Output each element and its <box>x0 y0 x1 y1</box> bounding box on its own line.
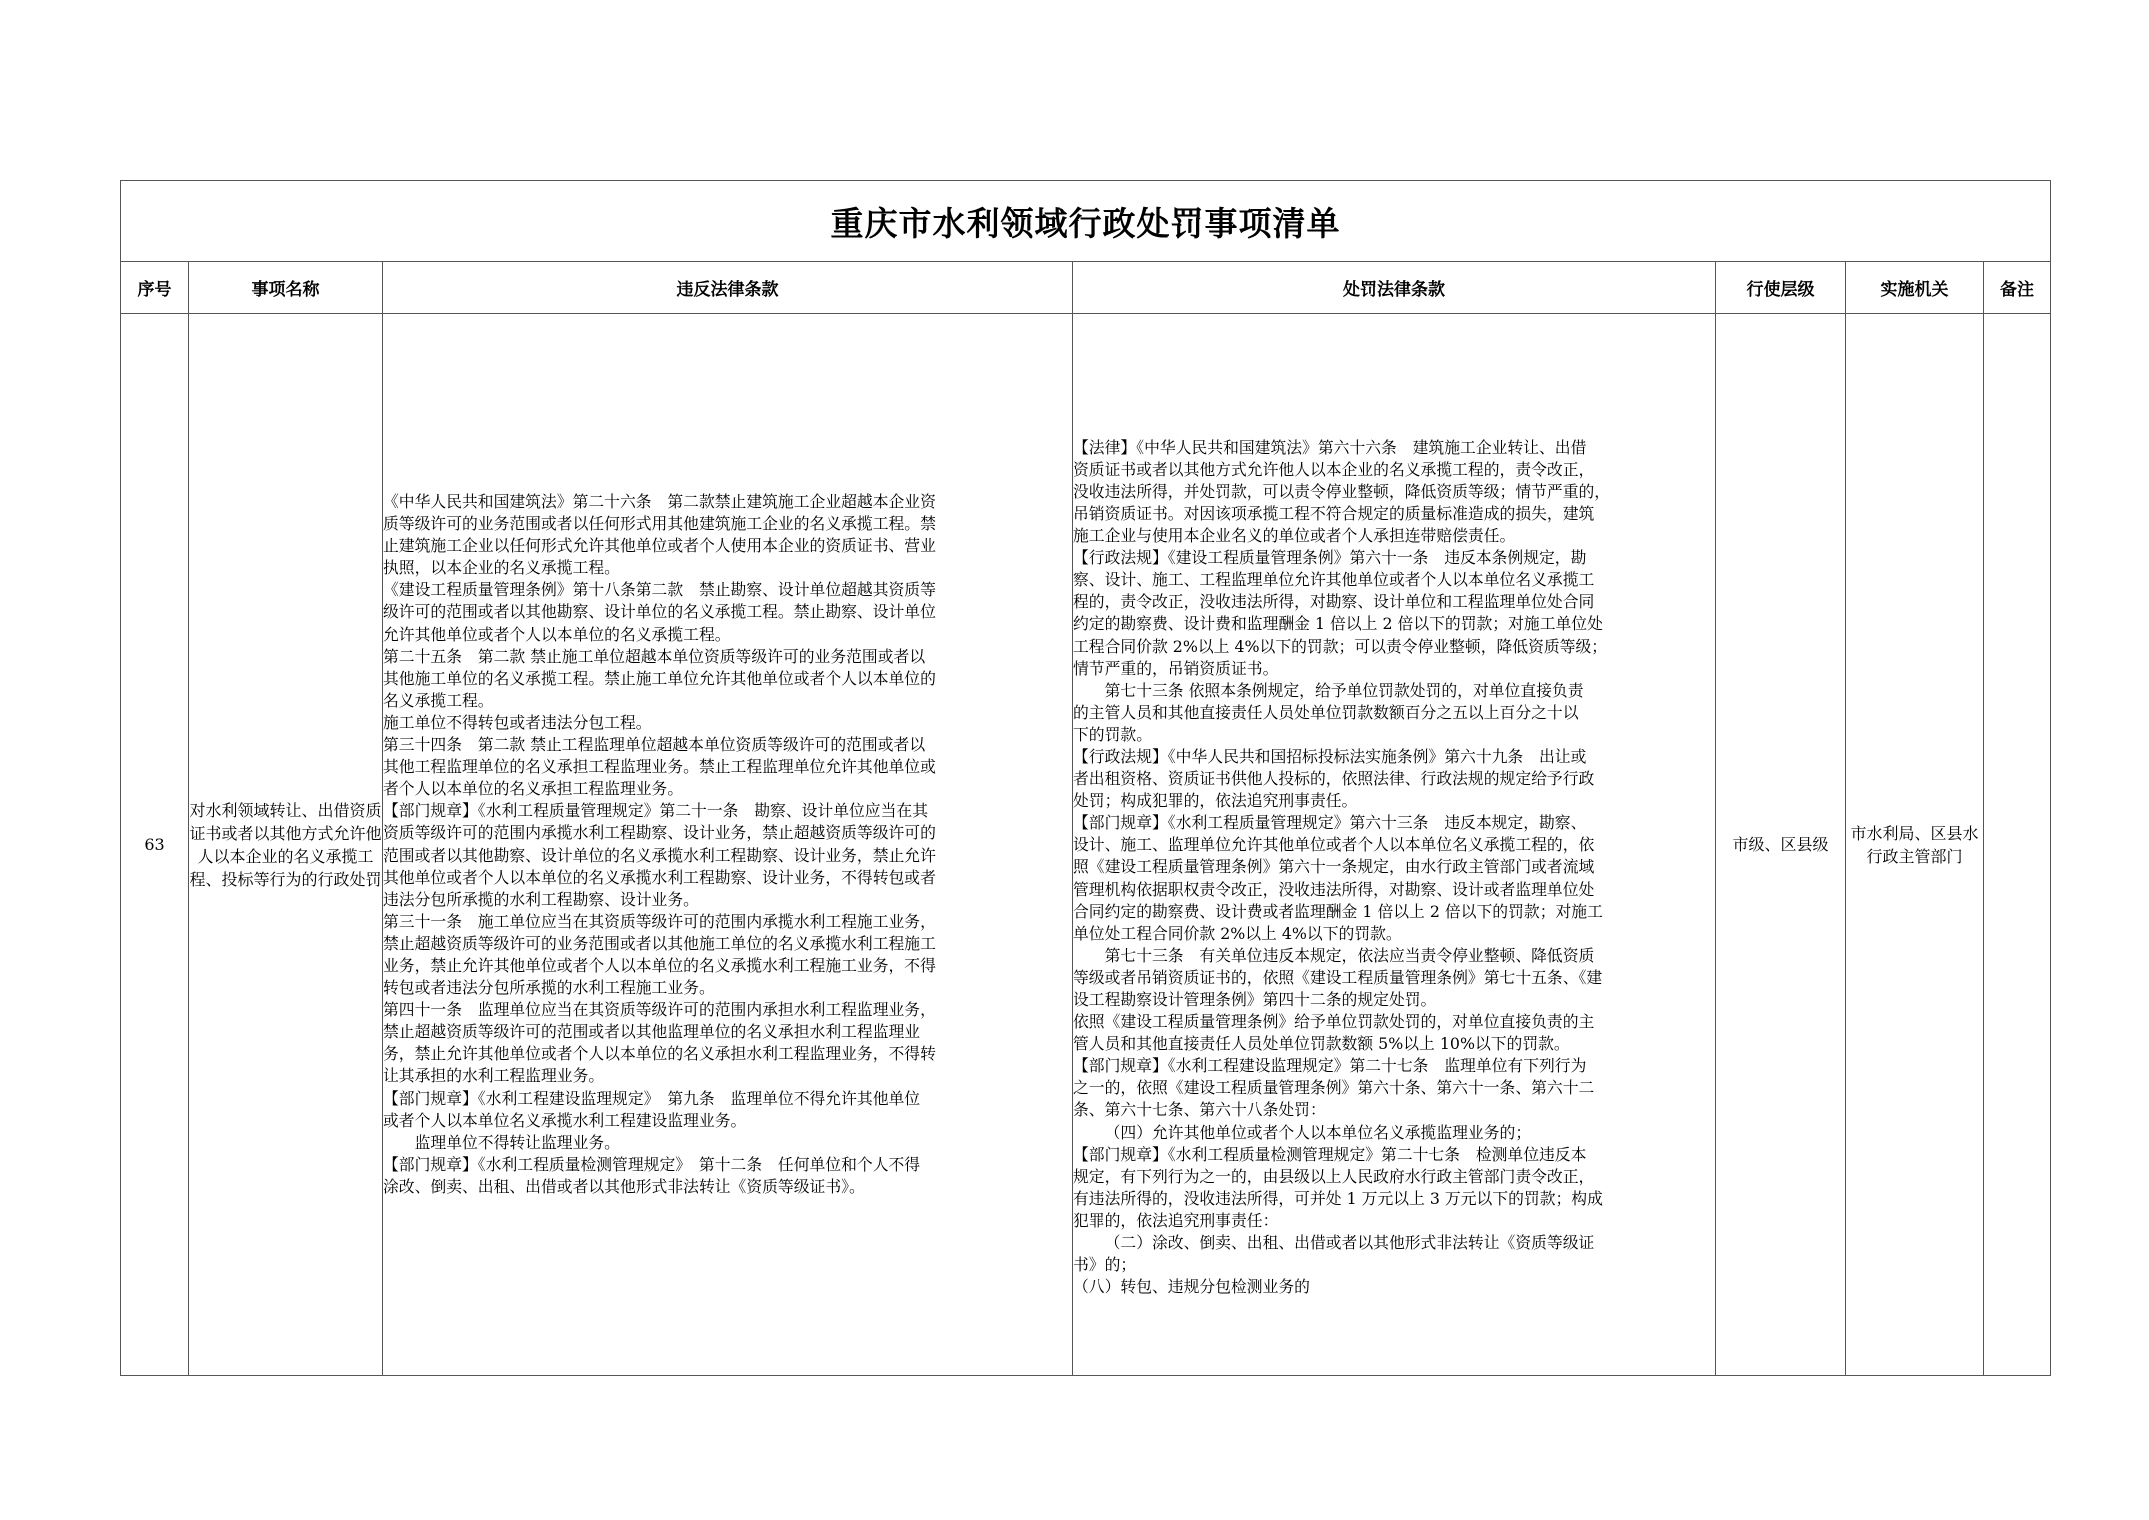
violation-line: 质等级许可的业务范围或者以任何形式用其他建筑施工企业的名义承揽工程。禁 <box>383 514 936 534</box>
penalty-line: 管理机构依据职权责令改正，没收违法所得，对勘察、设计或者监理单位处 <box>1073 879 1595 899</box>
penalty-line: 合同约定的勘察费、设计费或者监理酬金 1 倍以上 2 倍以下的罚款；对施工 <box>1073 901 1603 921</box>
violation-line: 【部门规章】《水利工程质量检测管理规定》 第十二条 任何单位和个人不得 <box>383 1154 921 1174</box>
penalty-line: 依照《建设工程质量管理条例》给予单位罚款处罚的，对单位直接负责的主 <box>1073 1012 1595 1032</box>
violation-line: 违法分包所承揽的水利工程勘察、设计业务。 <box>383 889 699 909</box>
header-remark: 备注 <box>1984 262 2051 314</box>
violation-line: 【部门规章】《水利工程建设监理规定》 第九条 监理单位不得允许其他单位 <box>383 1088 921 1108</box>
item-number: 63 <box>121 314 189 1376</box>
violation-line: 其他单位或者个人以本单位的名义承揽水利工程勘察、设计业务，不得转包或者 <box>383 867 936 887</box>
violation-line: 禁止超越资质等级许可的范围或者以其他监理单位的名义承担水利工程监理业 <box>383 1022 921 1042</box>
penalty-clauses <box>1073 314 1716 1376</box>
penalty-line: 犯罪的，依法追究刑事责任： <box>1073 1210 1279 1230</box>
penalty-line: 第七十三条 有关单位违反本规定，依法应当责令停业整顿、降低资质 <box>1104 945 1595 965</box>
violation-line: 名义承揽工程。 <box>383 690 494 710</box>
penalty-line: 规定，有下列行为之一的，由县级以上人民政府水行政主管部门责令改正， <box>1073 1166 1595 1186</box>
penalty-text-block <box>1073 391 1715 1299</box>
violation-line: 止建筑施工企业以任何形式允许其他单位或者个人使用本企业的资质证书、营业 <box>383 536 936 556</box>
penalty-line: 等级或者吊销资质证书的，依照《建设工程质量管理条例》第七十五条、《建 <box>1073 967 1603 987</box>
header-org: 实施机关 <box>1846 262 1984 314</box>
penalty-line: 情节严重的，吊销资质证书。 <box>1073 658 1279 678</box>
remark <box>1984 314 2051 1376</box>
penalty-line: 条、第六十七条、第六十八条处罚： <box>1073 1100 1326 1120</box>
header-penalty: 处罚法律条款 <box>1073 262 1716 314</box>
violation-line: 业务，禁止允许其他单位或者个人以本单位的名义承揽水利工程施工业务，不得 <box>383 955 936 975</box>
penalty-line: （四）允许其他单位或者个人以本单位名义承揽监理业务的； <box>1104 1122 1532 1142</box>
penalty-line: 吊销资质证书。对因该项承揽工程不符合规定的质量标准造成的损失，建筑 <box>1073 503 1595 523</box>
penalty-line: 处罚；构成犯罪的，依法追究刑事责任。 <box>1073 791 1358 811</box>
penalty-line: 约定的勘察费、设计费和监理酬金 1 倍以上 2 倍以下的罚款；对施工单位处 <box>1073 614 1603 634</box>
penalty-list-table <box>120 180 2051 1376</box>
penalty-line: 【部门规章】《水利工程建设监理规定》第二十七条 监理单位有下列行为 <box>1073 1056 1587 1076</box>
penalty-line: 单位处工程合同价款 2%以上 4%以下的罚款。 <box>1073 923 1402 943</box>
penalty-line: 【法律】《中华人民共和国建筑法》第六十六条 建筑施工企业转让、出借 <box>1073 437 1587 457</box>
violation-line: 【部门规章】《水利工程质量管理规定》第二十一条 勘察、设计单位应当在其 <box>383 801 928 821</box>
violation-line: 务，禁止允许其他单位或者个人以本单位的名义承担水利工程监理业务，不得转 <box>383 1044 936 1064</box>
violation-line: 允许其他单位或者个人以本单位的名义承揽工程。 <box>383 624 731 644</box>
violation-line: 第三十一条 施工单位应当在其资质等级许可的范围内承揽水利工程施工业务， <box>383 911 936 931</box>
penalty-line: 【行政法规】《建设工程质量管理条例》第六十一条 违反本条例规定，勘 <box>1073 548 1587 568</box>
violation-line: 第三十四条 第二款 禁止工程监理单位超越本单位资质等级许可的范围或者以 <box>383 735 926 755</box>
penalty-line: （八）转包、违规分包检测业务的 <box>1073 1277 1310 1297</box>
penalty-line: 之一的，依照《建设工程质量管理条例》第六十条、第六十一条、第六十二 <box>1073 1078 1595 1098</box>
violation-line: 涂改、倒卖、出租、出借或者以其他形式非法转让《资质等级证书》。 <box>383 1176 865 1196</box>
penalty-line: 【部门规章】《水利工程质量检测管理规定》第二十七条 检测单位违反本 <box>1073 1144 1587 1164</box>
penalty-line: 管人员和其他直接责任人员处单位罚款数额 5%以上 10%以下的罚款。 <box>1073 1034 1570 1054</box>
violation-line: 让其承担的水利工程监理业务。 <box>383 1066 605 1086</box>
penalty-line: 设计、施工、监理单位允许其他单位或者个人以本单位名义承揽工程的，依 <box>1073 835 1595 855</box>
exercise-level: 市级、区县级 <box>1716 314 1846 1376</box>
header-name: 事项名称 <box>189 262 383 314</box>
violation-line: 其他工程监理单位的名义承担工程监理业务。禁止工程监理单位允许其他单位或 <box>383 757 936 777</box>
violation-line: 或者个人以本单位名义承揽水利工程建设监理业务。 <box>383 1110 747 1130</box>
penalty-line: 工程合同价款 2%以上 4%以下的罚款；可以责令停业整顿，降低资质等级； <box>1073 636 1608 656</box>
violation-line: 转包或者违法分包所承揽的水利工程施工业务。 <box>383 978 715 998</box>
table-header-row <box>121 262 2051 314</box>
violation-line: 第二十五条 第二款 禁止施工单位超越本单位资质等级许可的业务范围或者以 <box>383 646 926 666</box>
document-title: 重庆市水利领域行政处罚事项清单 <box>121 181 2051 262</box>
violation-line: 《建设工程质量管理条例》第十八条第二款 禁止勘察、设计单位超越其资质等 <box>383 580 936 600</box>
header-violation: 违反法律条款 <box>383 262 1073 314</box>
violation-line: 级许可的范围或者以其他勘察、设计单位的名义承揽工程。禁止勘察、设计单位 <box>383 602 936 622</box>
penalty-line: 者出租资格、资质证书供他人投标的，依照法律、行政法规的规定给予行政 <box>1073 769 1595 789</box>
penalty-line: （二）涂改、倒卖、出租、出借或者以其他形式非法转让《资质等级证 <box>1104 1233 1595 1253</box>
violation-line: 监理单位不得转让监理业务。 <box>414 1132 620 1152</box>
penalty-line: 【行政法规】《中华人民共和国招标投标法实施条例》第六十九条 出让或 <box>1073 746 1587 766</box>
violation-line: 者个人以本单位的名义承担工程监理业务。 <box>383 779 684 799</box>
penalty-line: 施工企业与使用本企业名义的单位或者个人承担连带赔偿责任。 <box>1073 526 1516 546</box>
penalty-line: 下的罚款。 <box>1073 724 1152 744</box>
violation-clauses <box>383 314 1073 1376</box>
penalty-line: 有违法所得的，没收违法所得，可并处 1 万元以上 3 万元以下的罚款；构成 <box>1073 1188 1603 1208</box>
penalty-line: 设工程勘察设计管理条例》第四十二条的规定处罚。 <box>1073 990 1437 1010</box>
penalty-line: 书》的； <box>1073 1255 1137 1275</box>
violation-line: 第四十一条 监理单位应当在其资质等级许可的范围内承担水利工程监理业务， <box>383 1000 936 1020</box>
violation-line: 其他施工单位的名义承揽工程。禁止施工单位允许其他单位或者个人以本单位的 <box>383 668 936 688</box>
penalty-line: 察、设计、施工、工程监理单位允许其他单位或者个人以本单位名义承揽工 <box>1073 570 1595 590</box>
violation-text-block <box>383 491 1072 1198</box>
penalty-line: 资质证书或者以其他方式允许他人以本企业的名义承揽工程的，责令改正， <box>1073 459 1595 479</box>
violation-line: 执照，以本企业的名义承揽工程。 <box>383 558 620 578</box>
violation-line: 施工单位不得转包或者违法分包工程。 <box>383 712 652 732</box>
penalty-line: 的主管人员和其他直接责任人员处单位罚款数额百分之五以上百分之十以 <box>1073 702 1579 722</box>
penalty-line: 第七十三条 依照本条例规定，给予单位罚款处罚的，对单位直接负责 <box>1104 680 1584 700</box>
item-name: 对水利领域转让、出借资质证书或者以其他方式允许他人以本企业的名义承揽工程、投标等行为的行政处罚 <box>189 314 383 1376</box>
violation-line: 范围或者以其他勘察、设计单位的名义承揽水利工程勘察、设计业务，禁止允许 <box>383 845 936 865</box>
header-level: 行使层级 <box>1716 262 1846 314</box>
penalty-line: 【部门规章】《水利工程质量管理规定》第六十三条 违反本规定，勘察、 <box>1073 813 1587 833</box>
violation-line: 《中华人民共和国建筑法》第二十六条 第二款禁止建筑施工企业超越本企业资 <box>383 492 936 511</box>
violation-line: 资质等级许可的范围内承揽水利工程勘察、设计业务，禁止超越资质等级许可的 <box>383 823 936 843</box>
penalty-line: 没收违法所得，并处罚款，可以责令停业整顿，降低资质等级；情节严重的， <box>1073 481 1611 501</box>
penalty-line: 照《建设工程质量管理条例》第六十一条规定，由水行政主管部门或者流域 <box>1073 857 1595 877</box>
penalty-line: 程的，责令改正，没收违法所得，对勘察、设计单位和工程监理单位处合同 <box>1073 592 1595 612</box>
implementing-agency: 市水利局、区县水行政主管部门 <box>1846 314 1984 1376</box>
header-no: 序号 <box>121 262 189 314</box>
violation-line: 禁止超越资质等级许可的业务范围或者以其他施工单位的名义承揽水利工程施工 <box>383 933 936 953</box>
table-row <box>121 314 2051 1376</box>
